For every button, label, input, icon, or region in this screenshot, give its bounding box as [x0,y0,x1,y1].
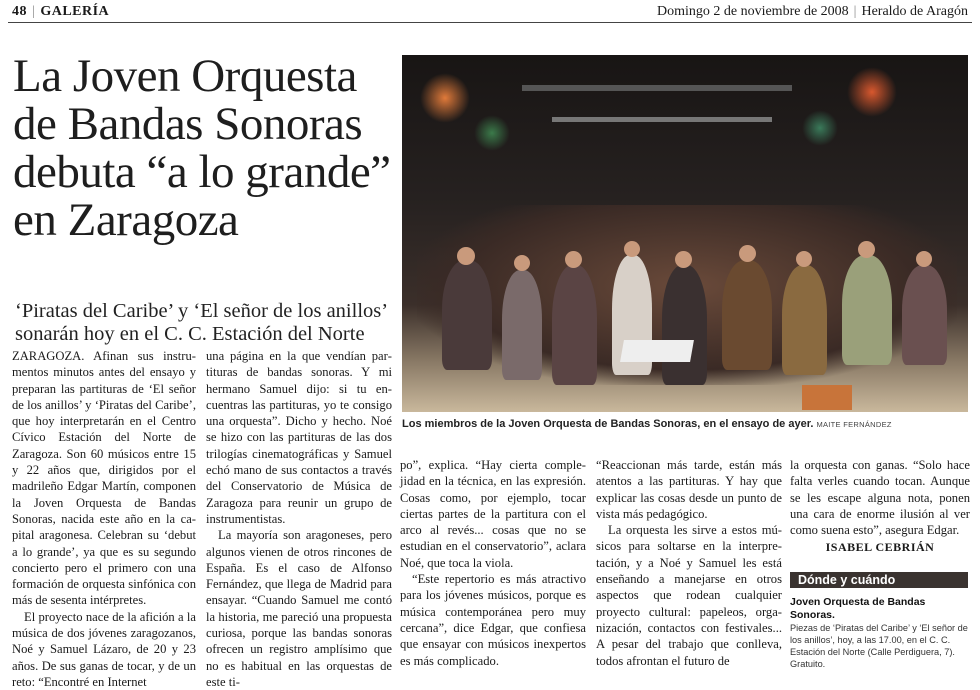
paragraph: La mayoría son aragoneses, pero algunos vienen de otros rincones de España. Es el caso de Alfonso Fernández, que llega de Madrid para ensayar. “Cuando Samuel me contó la historia, me pareció una propuesta curiosa, porque las bandas sonoras ofrecen un registro amplísimo que no es habitual en las orquestas de este ti- [206,528,392,689]
photo-caption [402,418,892,430]
body-column-4 [596,457,782,669]
dateline: Domingo 2 de noviembre de 2008 | Heraldo de Aragón [656,4,968,19]
info-box-details: Piezas de ‘Piratas del Caribe’ y ‘El señor de los anillos’, hoy, a las 17.00, en el C. C. Estación del Norte (Calle Perdiguera, 7). Gratuito. [790,623,968,669]
paragraph: La orquesta les sirve a estos músicos para soltarse en la interpretación, y a Noé y Samuel les está enseñando a manejarse en otros aspectos que rodean cualquier proyecto cultural: papeleos, organización, contactos con festivales... A pesar del trabajo que conlleva, todos afrontan el futuro de [596,523,782,668]
page-section: 48 | GALERÍA [12,4,110,19]
orchestra-photo [402,55,968,412]
body-column-5 [790,457,970,538]
info-box-title: Dónde y cuándo [790,572,968,588]
subheadline: ‘Piratas del Caribe’ y ‘El señor de los anillos’ sonarán hoy en el C. C. Estación del Norte [15,300,387,345]
headline: La Joven Orquesta de Bandas Sonoras debuta “a lo grande” en Zaragoza [13,50,391,246]
paragraph: “Este repertorio es más atractivo para los jóvenes músicos, porque es música contemporánea pero muy cercana”, dice Edgar, que confiesa que ensayar con músicos inexpertos es más complicado. [400,572,586,668]
paragraph: la orquesta con ganas. “Solo hace falta verles cuando tocan. Aunque se les escape alguna nota, ponen una cara de enorme ilusión al ver como suena esto”, asegura Edgar. [790,458,970,538]
date: Domingo 2 de noviembre de 2008 [656,4,849,19]
publication-name: Heraldo de Aragón [861,4,968,19]
body-column-2 [206,348,392,690]
paragraph: una página en la que vendían partituras de bandas sonoras. Y mi hermano Samuel dijo: si tu encuentras las partituras, yo te consigo una orquesta”. Dicho y hecho. Noé se hizo con las partituras de las dos trilogías cinematográficas y Samuel echó mano de sus contactos a través del Conservatorio de Música de Zaragoza para reunir un grupo de instrumentistas. [206,349,392,526]
body-column-1 [12,348,196,690]
info-box-name: Joven Orquesta de Bandas Sonoras. [790,596,926,621]
paragraph: po”, explica. “Hay cierta complejidad en la técnica, en las expresión. Cosas como, por ejemplo, tocar ciertas partes de la partitura con el arco al revés... cosas que no se estudian en el conservatorio”, aclara Noé, que toca la viola. [400,458,586,570]
info-box [790,596,970,670]
photo-credit: MAITE FERNÁNDEZ [816,420,892,429]
paragraph: ZARAGOZA. Afinan sus instrumentos minutos antes del ensayo y preparan las partituras de ‘El señor de los anillos’ y ‘Piratas del Caribe’, que hoy interpretarán en el Centro Cívico Estación del Norte de Zaragoza. Son 60 músicos entre 15 y 22 años que, dirigidos por el madrileño Edgar Martín, componen la Joven Orquesta de Bandas Sonoras, nacida este año en la capital aragonesa. Celebran su ‘debut a lo grande’, ya que es su segundo concierto pero el primero con una formación de orquesta sinfónica con más de sesenta intérpretes. [12,349,196,608]
body-column-3 [400,457,586,669]
paragraph: “Reaccionan más tarde, están más atentos a las partituras. Y hay que explicar las cosas desde un punto de vista más pedagógico. [596,458,782,521]
page-number: 48 [12,4,27,19]
author-byline: ISABEL CEBRIÁN [825,540,935,554]
caption-text: Los miembros de la Joven Orquesta de Bandas Sonoras, en el ensayo de ayer. [402,418,814,430]
paragraph: El proyecto nace de la afición a la música de dos jóvenes zaragozanos, Noé y Samuel Lázaro, de 20 y 23 años. De sus ganas de tocar, y de un reto: “Encontré en Internet [12,609,196,689]
section-name: GALERÍA [40,4,110,19]
header-rule [8,22,972,23]
